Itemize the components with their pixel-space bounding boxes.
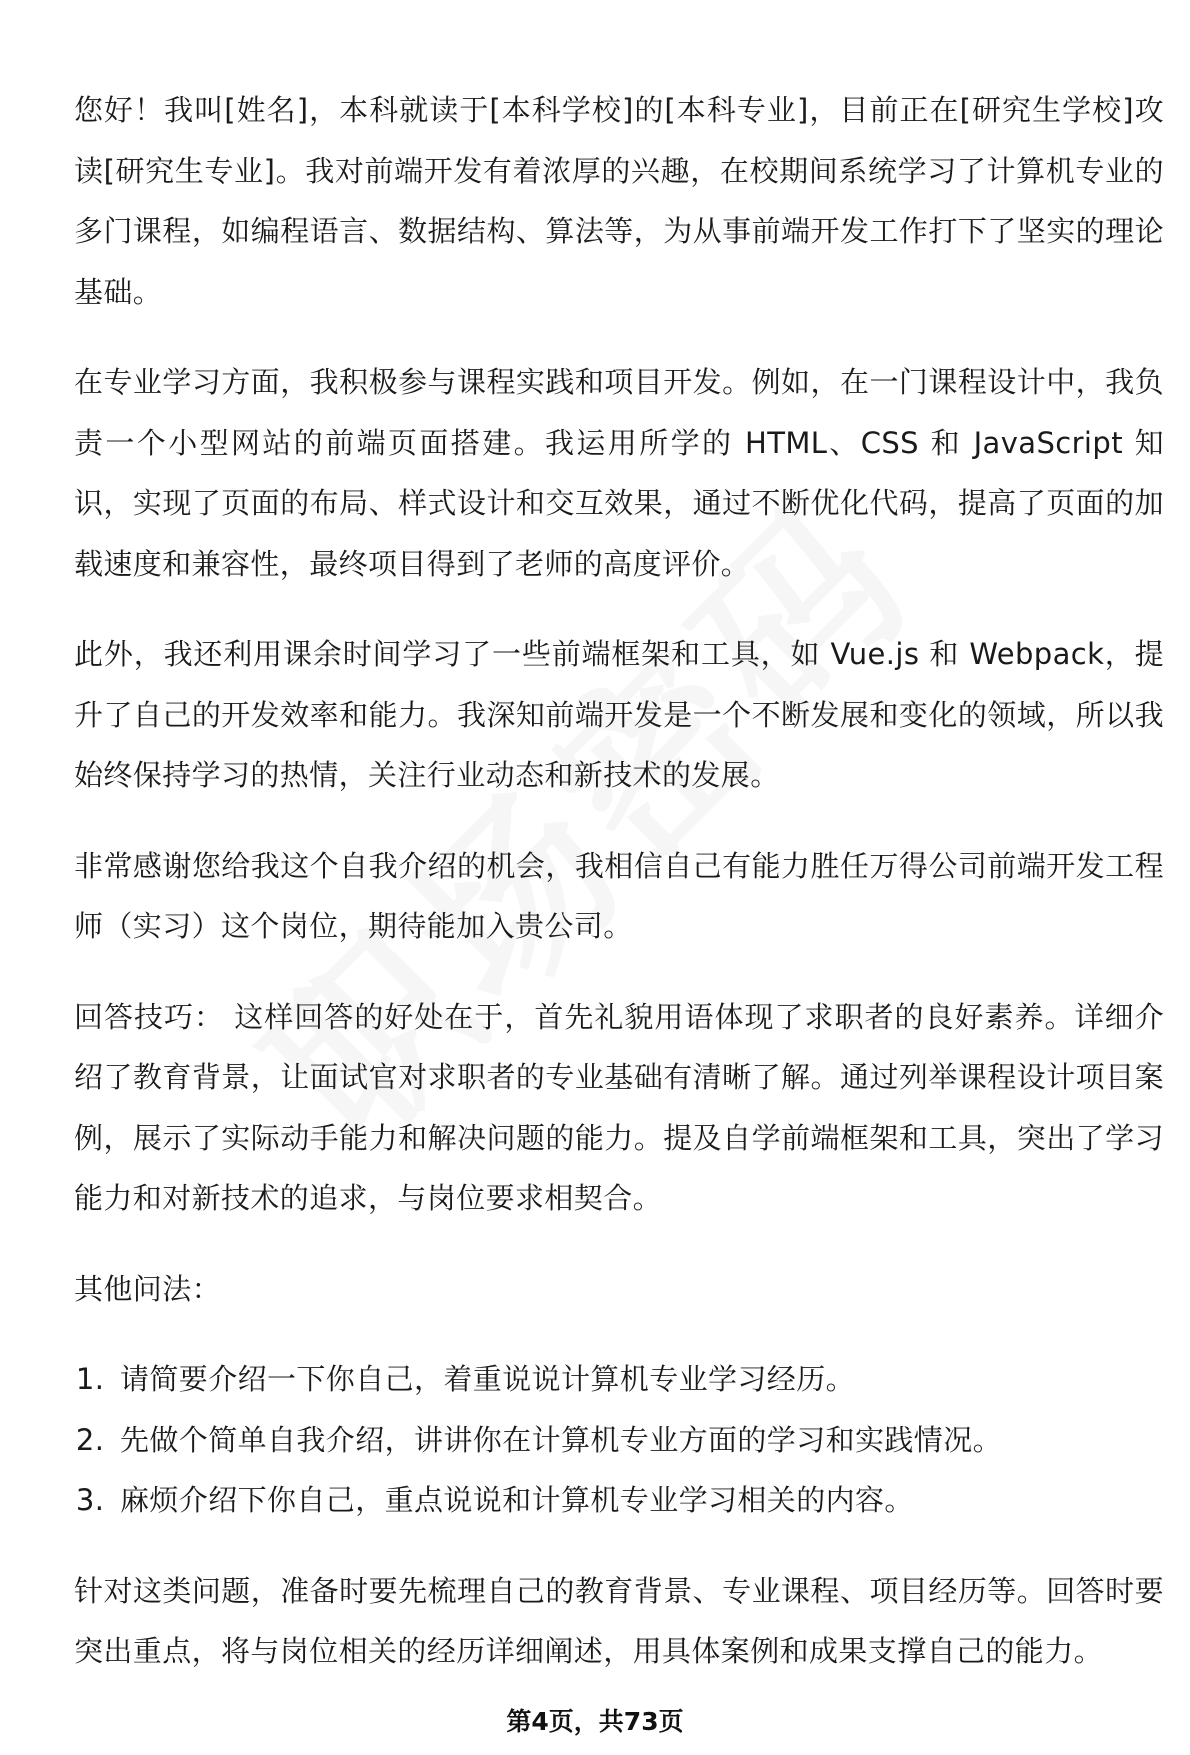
list-item: 2. 先做个简单自我介绍，讲讲你在计算机专业方面的学习和实践情况。 bbox=[114, 1410, 1164, 1471]
other-questions-heading: 其他问法： bbox=[74, 1271, 222, 1306]
paragraph-tips: 回答技巧： 这样回答的好处在于，首先礼貌用语体现了求职者的良好素养。详细介绍了教育背景，让面试官对求职者的专业基础有清晰了解。通过列举课程设计项目案例，展示了实际动手能力和解决问题的能力。提及自学前端框架和工具，突出了学习能力和对新技术的追求，与岗位要求相契合。 bbox=[74, 999, 1164, 1215]
paragraph-intro: 您好！我叫[姓名]，本科就读于[本科学校]的[本科专业]，目前正在[研究生学校]攻读[研究生专业]。我对前端开发有着浓厚的兴趣，在校期间系统学习了计算机专业的多门课程，如编程语言、数据结构、算法等，为从事前端开发工作打下了坚实的理论基础。 bbox=[74, 93, 1164, 309]
paragraph-closing: 针对这类问题，准备时要先梳理自己的教育背景、专业课程、项目经历等。回答时要突出重点，将与岗位相关的经历详细阐述，用具体案例和成果支撑自己的能力。 bbox=[74, 1573, 1164, 1668]
document-body bbox=[74, 80, 1164, 1712]
page-number: 第4页，共73页 bbox=[506, 1707, 684, 1736]
paragraph-thanks: 非常感谢您给我这个自我介绍的机会，我相信自己有能力胜任万得公司前端开发工程师（实习）这个岗位，期待能加入贵公司。 bbox=[74, 848, 1164, 943]
list-item: 1. 请简要介绍一下你自己，着重说说计算机专业学习经历。 bbox=[114, 1349, 1164, 1410]
other-questions-list bbox=[74, 1349, 1164, 1531]
paragraph-self-learning: 此外，我还利用课余时间学习了一些前端框架和工具，如 Vue.js 和 Webpack，提升了自己的开发效率和能力。我深知前端开发是一个不断发展和变化的领域，所以我始终保持学习的热情，关注行业动态和新技术的发展。 bbox=[74, 637, 1164, 792]
paragraph-study: 在专业学习方面，我积极参与课程实践和项目开发。例如，在一门课程设计中，我负责一个小型网站的前端页面搭建。我运用所学的 HTML、CSS 和 JavaScript 知识，实现了页面的布局、样式设计和交互效果，通过不断优化代码，提高了页面的加载速度和兼容性，最终项目得到了老师的高度评价。 bbox=[74, 365, 1164, 581]
list-item: 3. 麻烦介绍下你自己，重点说说和计算机专业学习相关的内容。 bbox=[114, 1470, 1164, 1531]
